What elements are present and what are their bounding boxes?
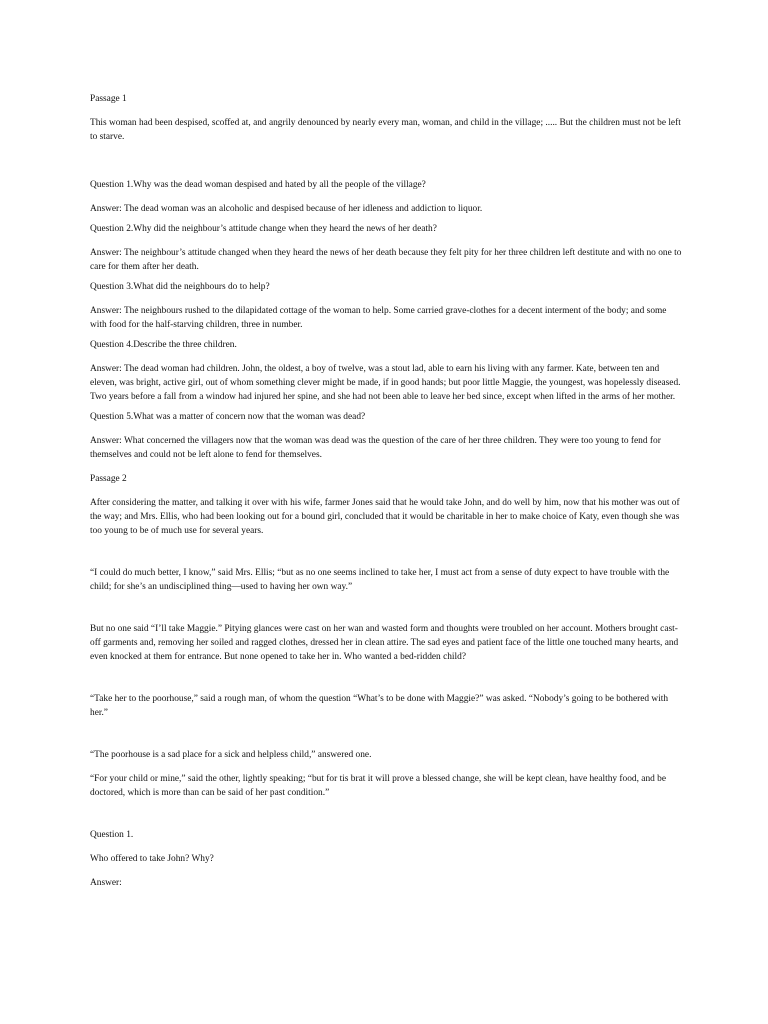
passage2-paragraph-4: “Take her to the poorhouse,” said a rough man, of whom the question “What’s to be done with Maggie?” was asked. “Nobody’s going to be bothered with her.”	[90, 694, 669, 718]
question-5: Question 5.What was a matter of concern now that the woman was dead?	[90, 412, 366, 422]
passage2-paragraph-1: After considering the matter, and talking it over with his wife, farmer Jones said that he would take John, and do well by him, now that his mother was out of the way; and Mrs. Ellis, who had been looking out for a bound girl, concluded that it would be charitable in her to make choice of Katy, even though she was too young to be of much use for several years.	[90, 498, 680, 536]
passage1-heading: Passage 1	[90, 94, 127, 104]
answer-4: Answer: The dead woman had children. John, the oldest, a boy of twelve, was a stout lad, able to earn his living with any farmer. Kate, between ten and eleven, was bright, active girl, out of whom something clever might be made, if in good hands; but poor little Maggie, the youngest, was hopelessly diseased. Two years before a fall from a window had injured her spine, and she had not been able to leave her bed since, except when lifted in the arms of her mother.	[90, 364, 681, 402]
passage2-paragraph-5: “The poorhouse is a sad place for a sick and helpless child,” answered one.	[90, 750, 372, 760]
answer-3: Answer: The neighbours rushed to the dilapidated cottage of the woman to help. Some carried grave-clothes for a decent interment of the body; and some with food for the half-starving children, three in number.	[90, 306, 667, 330]
question-1: Question 1.Why was the dead woman despised and hated by all the people of the village?	[90, 180, 426, 190]
passage2-paragraph-2: “I could do much better, I know,” said Mrs. Ellis; “but as no one seems inclined to take her, I must act from a sense of duty expect to have trouble with the child; for she’s an undisciplined thing—used to having her own way.”	[90, 568, 670, 592]
answer-5: Answer: What concerned the villagers now that the woman was dead was the question of the care of her three children. They were too young to fend for themselves and could not be left alone to fend for themselves.	[90, 436, 661, 460]
document-page	[90, 92, 682, 890]
answer-1: Answer: The dead woman was an alcoholic and despised because of her idleness and addiction to liquor.	[90, 204, 483, 214]
question-4: Question 4.Describe the three children.	[90, 340, 237, 350]
passage2-question-1: Question 1.	[90, 830, 134, 840]
passage2-heading: Passage 2	[90, 474, 127, 484]
passage2-question-1-text: Who offered to take John? Why?	[90, 854, 214, 864]
answer-2: Answer: The neighbour’s attitude changed when they heard the news of her death because they felt pity for her three children left destitute and with no one to care for them after her death.	[90, 248, 682, 272]
question-2: Question 2.Why did the neighbour’s attitude change when they heard the news of her death?	[90, 224, 437, 234]
passage2-answer-label: Answer:	[90, 878, 122, 888]
passage1-text: This woman had been despised, scoffed at, and angrily denounced by nearly every man, woman, and child in the village; ..... But the children must not be left to starve.	[90, 118, 681, 142]
passage2-paragraph-3: But no one said “I’ll take Maggie.” Pitying glances were cast on her wan and wasted form and thoughts were troubled on her account. Mothers brought cast-off garments and, removing her soiled and ragged clothes, dressed her in clean attire. The sad eyes and patient face of the little one touched many hearts, and even knocked at them for entrance. But none opened to take her in. Who wanted a bed-ridden child?	[90, 624, 679, 662]
question-3: Question 3.What did the neighbours do to help?	[90, 282, 270, 292]
passage2-paragraph-6: “For your child or mine,” said the other, lightly speaking; “but for tis brat it will prove a blessed change, she will be kept clean, have healthy food, and be doctored, which is more than can be said of her past condition.”	[90, 774, 667, 798]
